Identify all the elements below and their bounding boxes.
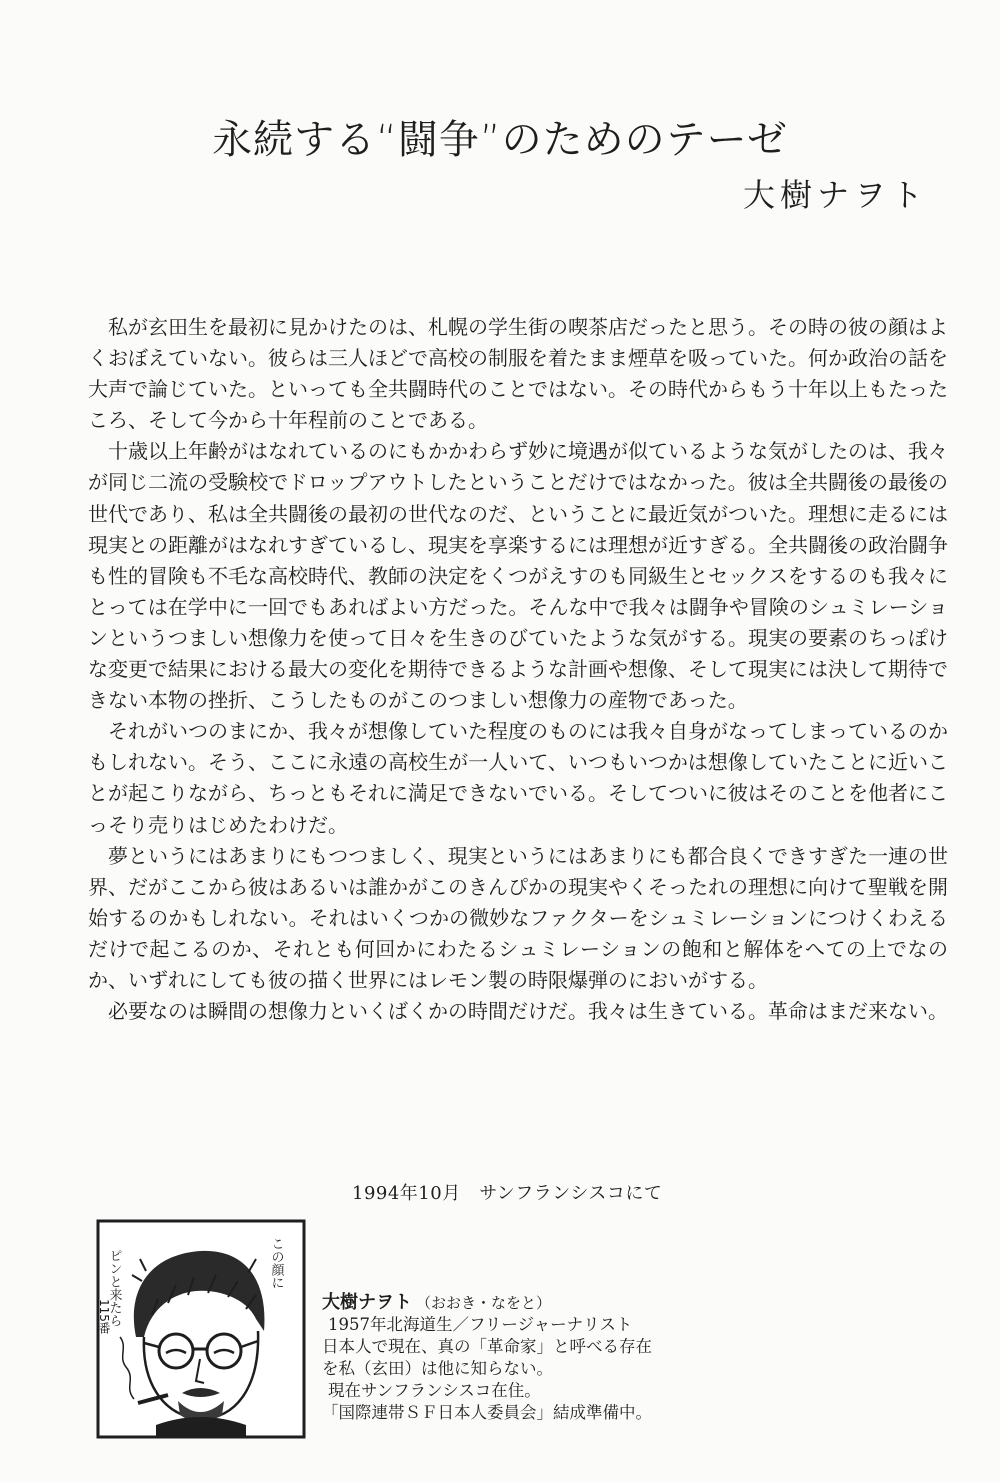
bio-line: 1957年北海道生／フリージャーナリスト: [328, 1315, 633, 1334]
body-paragraph: 十歳以上年齢がはなれているのにもかかわらず妙に境遇が似ているような気がしたのは、我々が同じ二流の受験校でドロップアウトしたということだけではなかった。彼は全共闘後の最後の世代であり、私は全共闘後の最初の世代なのだ、ということに最近気がついた。理想に走るには現実との距離がはなれすぎているし、現実を享楽するには理想が近すぎる。全共闘後の政治闘争も性的冒険も不毛な高校時代、教師の決定をくつがえすのも同級生とセックスをするのも我々にとっては在学中に一回でもあればよい方だった。そんな中で我々は闘争や冒険のシュミレーションというつましい想像力を使って日々を生きのびていたような気がする。現実の要素のちっぽけな変更で結果における最大の変化を期待できるような計画や想像、そして現実には決して期待できない本物の挫折、こうしたものがこのつましい想像力の産物であった。: [88, 439, 948, 713]
bio-name: 大樹ナヲト: [322, 1292, 412, 1313]
bio-line: 「国際連帯ＳＦ日本人委員会」結成準備中。: [322, 1403, 652, 1422]
bio-line: 現在サンフランシスコ在住。: [328, 1381, 541, 1400]
body-paragraph: 必要なのは瞬間の想像力といくばくかの時間だけだ。我々は生きている。革命はまだ来ない。: [108, 999, 948, 1024]
dateline: 1994年10月 サンフランシスコにて: [352, 1183, 663, 1204]
article-title: 永続する“闘争”のためのテーゼ: [212, 117, 788, 163]
article-body: [88, 312, 948, 1027]
caricature-speech: ピンと来たら: [106, 1249, 122, 1327]
author-caricature: [96, 1219, 306, 1439]
article-author: 大樹ナヲト: [742, 176, 928, 214]
body-paragraph: それがいつのまにか、我々が想像していた程度のものには我々自身がなってしまっているのかもしれない。そう、ここに永遠の高校生が一人いて、いつもいつかは想像していたことに近いことが起こりながら、ちっともそれに満足できないでいる。そしてついに彼はそのことを他者にこっそり売りはじめたわけだ。: [88, 719, 948, 837]
bio-line: を私（玄田）は他に知らない。: [322, 1359, 553, 1378]
bio-reading: （おおき・なをと）: [416, 1294, 552, 1312]
body-paragraph: 夢というにはあまりにもつつましく、現実というにはあまりにも都合良くできすぎた一連の世界、だがここから彼はあるいは誰かがこのきんぴかの現実やくそったれの理想に向けて聖戦を開始するのかもしれない。それはいくつかの微妙なファクターをシュミレーションにつけくわえるだけで起こるのか、それとも何回かにわたるシュミレーションの飽和と解体をへての上でなのか、いずれにしても彼の描く世界にはレモン製の時限爆弾のにおいがする。: [88, 843, 948, 992]
body-paragraph: 私が玄田生を最初に見かけたのは、札幌の学生街の喫茶店だったと思う。その時の彼の顔はよくおぼえていない。彼らは三人ほどで高校の制服を着たまま煙草を吸っていた。何か政治の話を大声で論じていた。といっても全共闘時代のことではない。その時代からもう十年以上もたったころ、そして今から十年程前のことである。: [88, 315, 948, 433]
bio-line: 日本人で現在、真の「革命家」と呼べる存在: [322, 1337, 652, 1356]
caricature-speech: この顔に: [268, 1237, 284, 1289]
author-bio: [322, 1292, 702, 1424]
caricature-speech: 115番: [97, 1299, 111, 1334]
